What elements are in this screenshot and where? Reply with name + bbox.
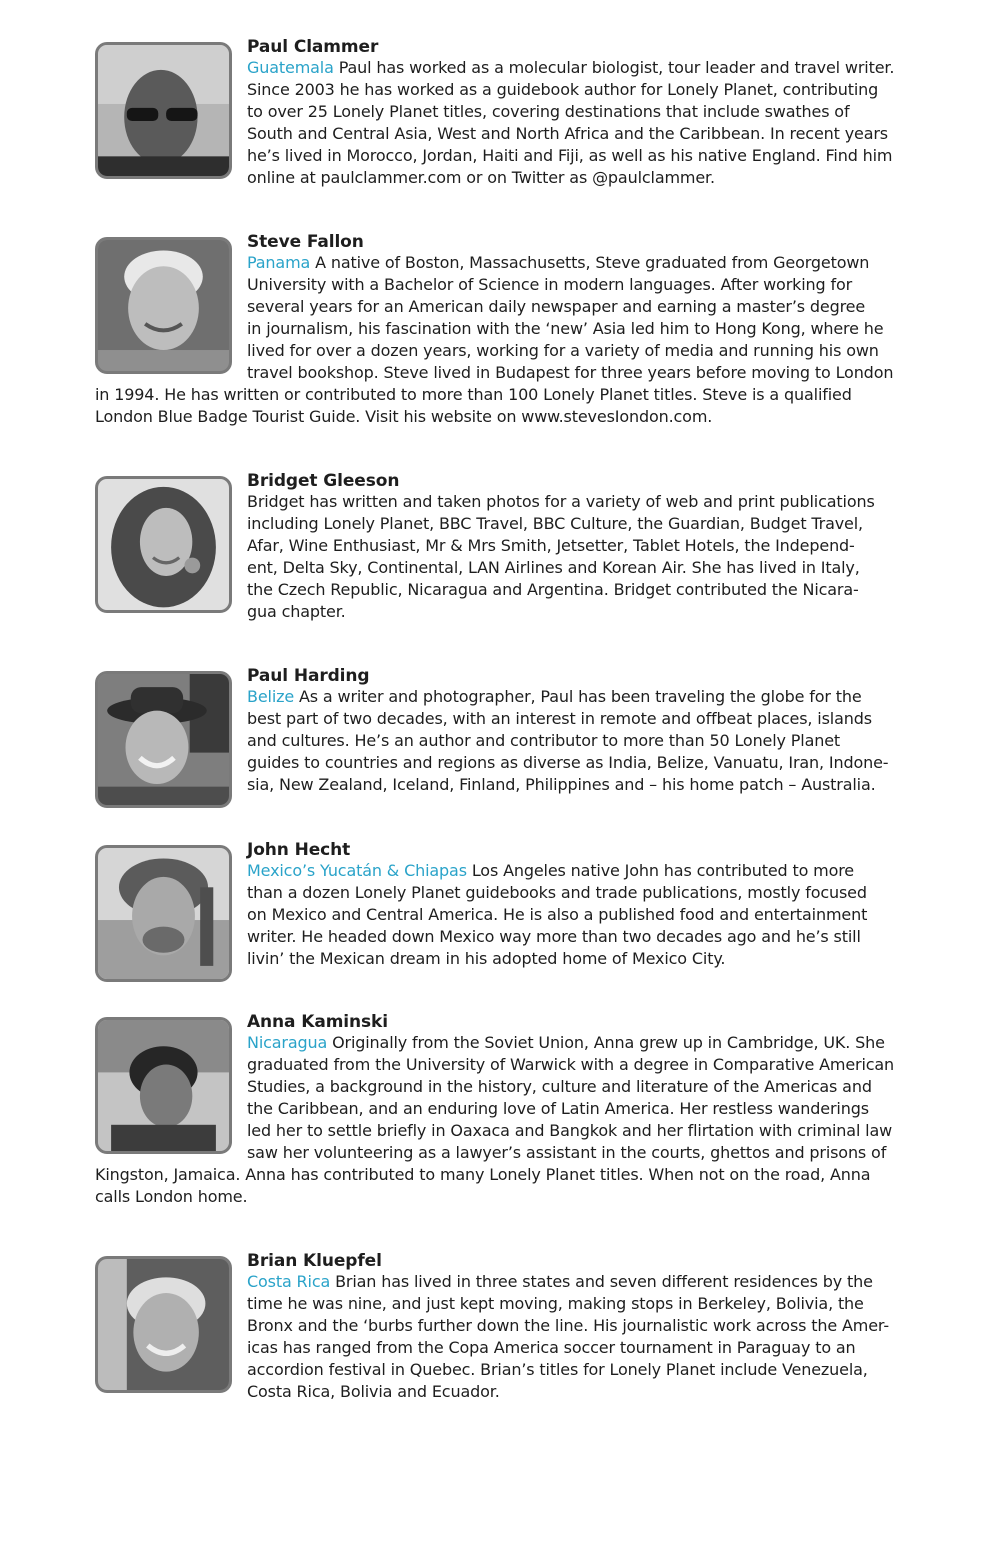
- author-photo: [95, 1017, 232, 1154]
- author-name: Paul Harding: [247, 666, 370, 686]
- author-bio: Bridget has written and taken photos for a variety of web and print publications including Lonely Planet, BBC Travel, BBC Culture, the Guardian, Budget Travel, Afar, Wine Enthusiast, Mr & Mrs Smith, Jetsetter, Tablet Hotels, the Independ- ent, Delta Sky, Continental, LAN Airlines and Korean Air. She has lived in Italy, the Czech Republic, Nicaragua and Argentina. Bridget contributed the Nicara- gua chapter.: [247, 492, 875, 621]
- author-photo: [95, 476, 232, 613]
- author-region: Nicaragua: [247, 1033, 328, 1052]
- author-region: Costa Rica: [247, 1272, 331, 1291]
- author-entry-bridget-gleeson: [95, 471, 975, 623]
- author-region: Guatemala: [247, 58, 334, 77]
- author-entry-anna-kaminski: [95, 1012, 975, 1208]
- author-entry-paul-clammer: [95, 37, 975, 189]
- author-bio: Panama A native of Boston, Massachusetts, Steve graduated from Georgetown University with a Bachelor of Science in modern languages. After working for several years for an American daily newspaper and earning a master’s degree in journalism, his fascination with the ‘new’ Asia led him to Hong Kong, where he lived for over a dozen years, working for a variety of media and running his own travel bookshop. Steve lived in Budapest for three years before moving to London in 1994. He has written or contributed to more than 100 Lonely Planet titles. Steve is a qualified London Blue Badge Tourist Guide. Visit his website on www.stevesIondon.com.: [95, 253, 894, 426]
- author-name: Steve Fallon: [247, 232, 364, 252]
- author-photo: [95, 845, 232, 982]
- author-photo: [95, 1256, 232, 1393]
- author-bio: Guatemala Paul has worked as a molecular biologist, tour leader and travel writer. Since 2003 he has worked as a guidebook author for Lonely Planet, contributing to over 25 Lonely Planet titles, covering destinations that include swathes of South and Central Asia, West and North Africa and the Caribbean. In recent years he’s lived in Morocco, Jordan, Haiti and Fiji, as well as his native England. Find him online at paulclammer.com or on Twitter as @paulclammer.: [247, 58, 895, 187]
- author-bio: Nicaragua Originally from the Soviet Union, Anna grew up in Cambridge, UK. She graduated from the University of Warwick with a degree in Comparative American Studies, a background in the history, culture and literature of the Americas and the Caribbean, and an enduring love of Latin America. Her restless wanderings led her to settle briefly in Oaxaca and Bangkok and her flirtation with criminal law saw her volunteering as a lawyer’s assistant in the courts, ghettos and prisons of Kingston, Jamaica. Anna has contributed to many Lonely Planet titles. When not on the road, Anna calls London home.: [95, 1033, 895, 1206]
- author-entry-steve-fallon: [95, 232, 975, 428]
- author-bio: Mexico’s Yucatán & Chiapas Los Angeles native John has contributed to more than a dozen Lonely Planet guidebooks and trade publications, mostly focused on Mexico and Central America. He is also a published food and entertainment writer. He headed down Mexico way more than two decades ago and he’s still livin’ the Mexican dream in his adopted home of Mexico City.: [247, 861, 868, 968]
- author-name: Bridget Gleeson: [247, 471, 400, 491]
- author-name: John Hecht: [247, 840, 351, 860]
- author-entry-paul-harding: [95, 666, 975, 814]
- author-entry-john-hecht: [95, 840, 975, 988]
- author-photo: [95, 671, 232, 808]
- author-name: Brian Kluepfel: [247, 1251, 382, 1271]
- author-name: Paul Clammer: [247, 37, 379, 57]
- author-region: Belize: [247, 687, 295, 706]
- author-photo: [95, 42, 232, 179]
- author-photo: [95, 237, 232, 374]
- author-bio: Costa Rica Brian has lived in three states and seven different residences by the time he was nine, and just kept moving, making stops in Berkeley, Bolivia, the Bronx and the ‘burbs further down the line. His journalistic work across the Amer- icas has ranged from the Copa America soccer tournament in Paraguay to an accordion festival in Quebec. Brian’s titles for Lonely Planet include Venezuela, Costa Rica, Bolivia and Ecuador.: [247, 1272, 889, 1401]
- author-name: Anna Kaminski: [247, 1012, 388, 1032]
- author-bio: Belize As a writer and photographer, Paul has been traveling the globe for the best part of two decades, with an interest in remote and offbeat places, islands and cultures. He’s an author and contributor to more than 50 Lonely Planet guides to countries and regions as diverse as India, Belize, Vanuatu, Iran, Indone- sia, New Zealand, Iceland, Finland, Philippines and – his home patch – Australia.: [247, 687, 889, 794]
- author-region: Panama: [247, 253, 311, 272]
- author-entry-brian-kluepfel: [95, 1251, 975, 1403]
- author-region: Mexico’s Yucatán & Chiapas: [247, 861, 467, 880]
